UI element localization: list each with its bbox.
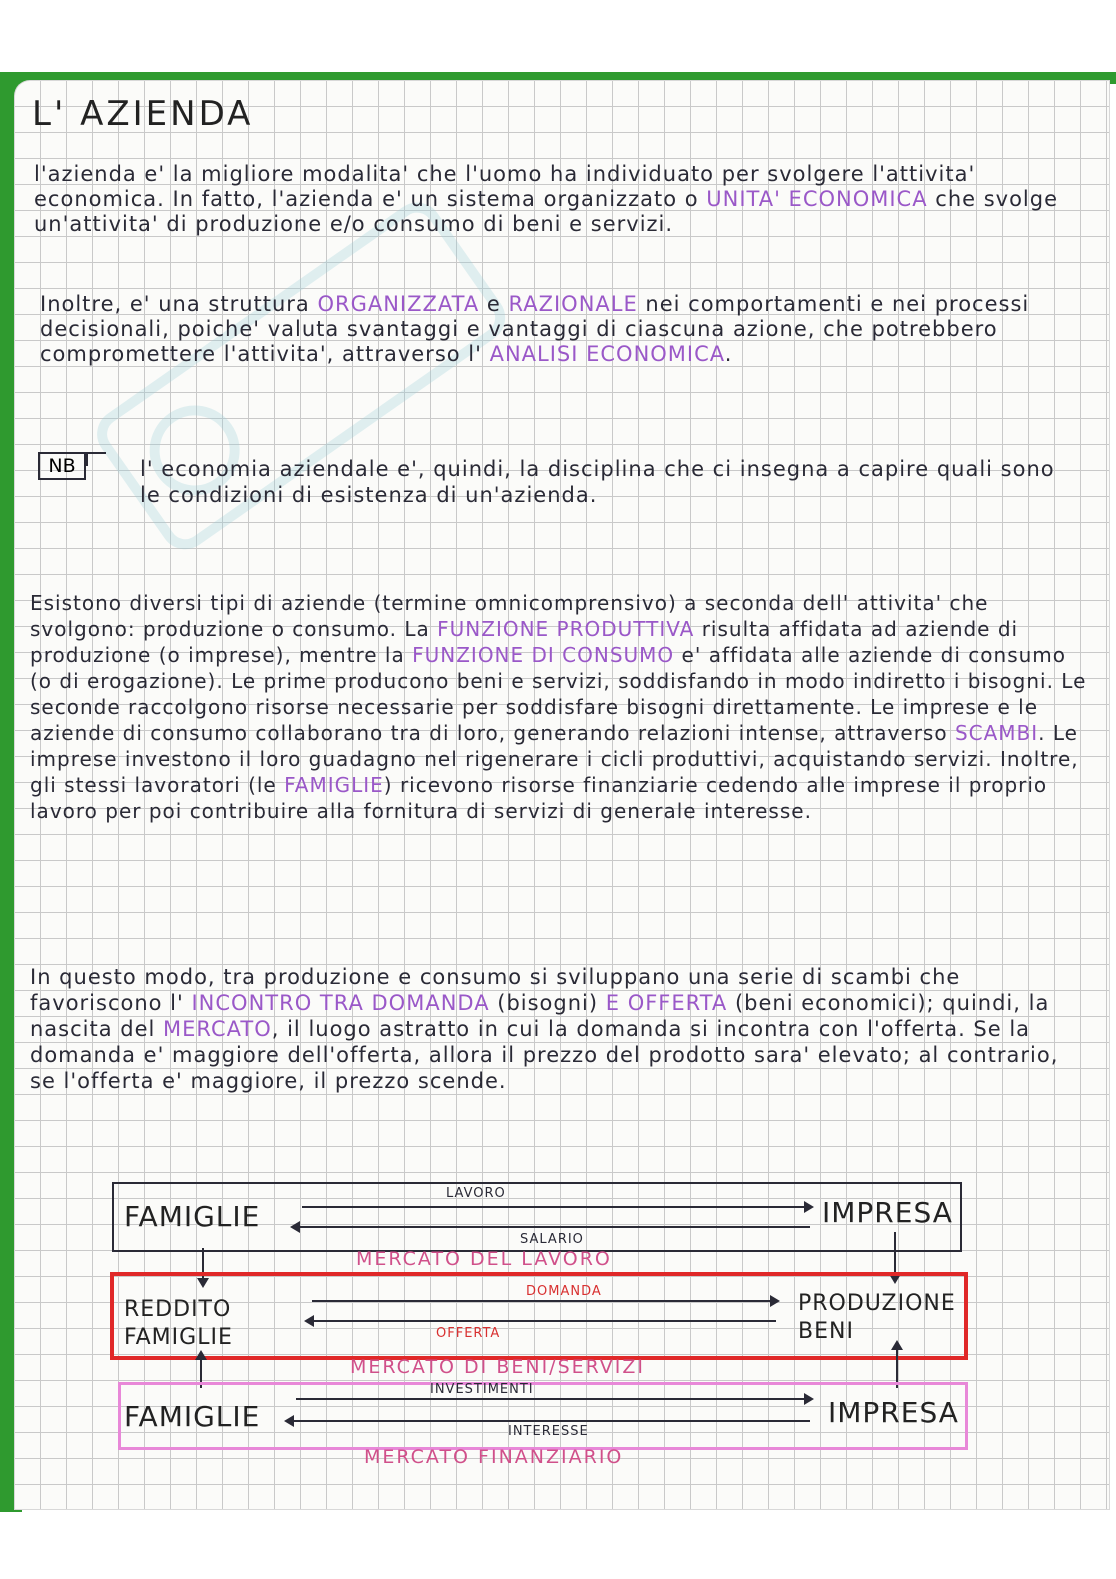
- paragraph-text: .: [724, 342, 733, 366]
- highlighted-term: INCONTRO TRA DOMANDA: [191, 991, 490, 1015]
- row2-bottom-flow-label: OFFERTA: [436, 1326, 501, 1341]
- paragraph-text: nei comportamenti e nei processi decisionali, poiche' valuta svantaggi e vantaggi di ciascuna azione, che potrebbero compromettere l'attivita', attraverso l': [40, 292, 1037, 366]
- row1-bottom-flow-label: SALARIO: [520, 1232, 584, 1247]
- row3-right-label: IMPRESA: [828, 1396, 959, 1429]
- highlighted-term: ANALISI ECONOMICA: [489, 342, 725, 366]
- highlighted-term: ORGANIZZATA: [317, 292, 480, 316]
- highlighted-term: SCAMBI: [954, 721, 1039, 745]
- row2-bottom-arrow: [308, 1320, 776, 1322]
- page-title: L' AZIENDA: [32, 94, 254, 134]
- paragraph-text: (beni economici); quindi, la nascita del: [30, 991, 1057, 1041]
- paragraph-definition: [34, 162, 1084, 237]
- row1-top-flow-label: LAVORO: [446, 1186, 506, 1201]
- paragraph-text: e: [479, 292, 509, 316]
- row2-right-label: PRODUZIONE BENI: [798, 1291, 956, 1344]
- highlighted-term: UNITA' ECONOMICA: [706, 187, 928, 211]
- paragraph-text: Esistono diversi tipi di aziende (termine omnicomprensivo) a seconda dell' attivita' che svolgono: produzione o consumo. La: [30, 591, 996, 641]
- paragraph-structure: [40, 292, 1080, 367]
- nb-tag: NB: [38, 452, 86, 480]
- paragraph-text: Inoltre, e' una struttura: [40, 292, 318, 316]
- row1-left-label: FAMIGLIE: [124, 1200, 261, 1233]
- highlighted-term: FUNZIONE DI CONSUMO: [412, 643, 675, 667]
- row2-top-arrow: [312, 1300, 776, 1302]
- row1-market-label: MERCATO DEL LAVORO: [356, 1248, 612, 1270]
- row3-market-label: MERCATO FINANZIARIO: [364, 1446, 624, 1468]
- row2-top-flow-label: DOMANDA: [526, 1284, 602, 1299]
- paragraph-text: . Le imprese investono il loro guadagno nel rigenerare i cicli produttivi, acquistando servizi. Inoltre, gli stessi lavoratori (le: [30, 721, 1086, 797]
- paragraph-text: risulta affidata ad aziende di produzione (o imprese), mentre la: [30, 617, 1026, 667]
- row3-top-flow-label: INVESTIMENTI: [430, 1382, 534, 1397]
- paragraph-text: In questo modo, tra produzione e consumo si sviluppano una serie di scambi che favoriscono l': [30, 965, 969, 1015]
- paragraph-text: (bisogni): [489, 991, 606, 1015]
- paragraph-types: [30, 590, 1094, 824]
- row1-right-label: IMPRESA: [822, 1196, 953, 1229]
- row3-top-arrow: [296, 1398, 810, 1400]
- row1-top-arrow: [302, 1206, 810, 1208]
- page-border-top: [0, 0, 1116, 84]
- paragraph-text: e' affidata alle aziende di consumo (o di erogazione). Le prime producono beni e servizi, soddisfando in modo indiretto i bisogni. Le seconde raccolgono risorse necessarie per soddisfare bisogni direttamente. Le imprese e le aziende di consumo collaborano tra di loro, generando relazioni intense, attraverso: [30, 643, 1094, 745]
- paragraph-text: l'azienda e' la migliore modalita' che l'uomo ha individuato per svolgere l'attivita' economica. In fatto, l'azienda e' un sistema organizzato o: [34, 162, 983, 211]
- row3-left-label: FAMIGLIE: [124, 1400, 261, 1433]
- paragraph-market: [30, 964, 1090, 1094]
- paragraph-text: che svolge un'attivita' di produzione e/o consumo di beni e servizi.: [34, 187, 1066, 236]
- nb-note: l' economia aziendale e', quindi, la disciplina che ci insegna a capire quali sono le condizioni di esistenza di un'azienda.: [140, 457, 1063, 507]
- highlighted-term: RAZIONALE: [508, 292, 638, 316]
- nb-bracket: [86, 452, 106, 466]
- row3-bottom-flow-label: INTERESSE: [508, 1424, 589, 1439]
- highlighted-term: E OFFERTA: [605, 991, 728, 1015]
- paragraph-text: , il luogo astratto in cui la domanda si incontra con l'offerta. Se la domanda e' maggiore dell'offerta, allora il prezzo del prodotto sara' elevato; al contrario, se l'offerta e' maggiore, il prezzo scende.: [30, 1017, 1067, 1093]
- highlighted-term: FAMIGLIE: [284, 773, 384, 797]
- row1-bottom-arrow: [294, 1226, 810, 1228]
- highlighted-term: FUNZIONE PRODUTTIVA: [437, 617, 695, 641]
- paragraph-text: ) ricevono risorse finanziarie cedendo alle imprese il proprio lavoro per poi contribuire alla fornitura di servizi di generale interesse.: [30, 773, 1055, 823]
- highlighted-term: MERCATO: [163, 1017, 272, 1041]
- row3-bottom-arrow: [288, 1420, 810, 1422]
- row2-market-label: MERCATO DI BENI/SERVIZI: [350, 1356, 646, 1378]
- row2-left-label: REDDITO FAMIGLIE: [124, 1297, 233, 1350]
